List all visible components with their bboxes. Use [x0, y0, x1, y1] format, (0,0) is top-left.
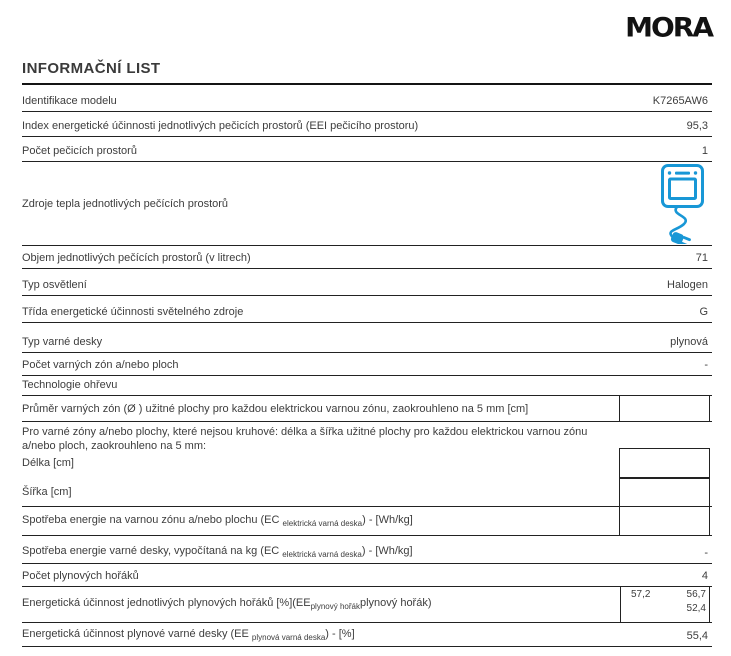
row-value: Halogen	[667, 279, 708, 291]
row-label: Objem jednotlivých pečících prostorů (v litrech)	[22, 252, 251, 264]
sheet-content	[22, 0, 712, 647]
row-ucinnost-plynovych-horaku	[22, 587, 712, 623]
row-value: plynová	[670, 336, 708, 348]
row-value: -	[704, 359, 708, 371]
row-label: Technologie ohřevu	[22, 379, 118, 391]
row-pocet-varnych-zon	[22, 353, 712, 376]
subscript-label: plynový hořák	[310, 601, 360, 611]
mora-logo: MORA	[625, 11, 712, 44]
row-label: Počet plynových hořáků	[22, 570, 139, 582]
row-index-eei	[22, 112, 712, 137]
burner-value-1: 57,2	[631, 589, 651, 600]
row-label: Šířka [cm]	[22, 486, 72, 498]
row-value: K7265AW6	[652, 95, 708, 107]
page-title: INFORMAČNÍ LIST	[22, 60, 161, 77]
row-label: Pro varné zóny a/nebo plochy, které nejsou kruhové: délka a šířka užitné plochy pro každou elektrickou varnou zónu a/nebo ploch, zaokrouhleno na 5 mm:	[22, 426, 588, 452]
subscript-label: elektrická varná deska	[282, 550, 362, 559]
row-objem	[22, 246, 712, 269]
row-value: 4	[701, 570, 708, 582]
row-label: Typ varné desky	[22, 336, 103, 348]
row-spotreba-varne-desky	[22, 536, 712, 564]
row-identifikace-modelu	[22, 85, 712, 112]
empty-value-cell	[619, 448, 710, 479]
row-ucinnost-plynove-desky	[22, 623, 712, 647]
electric-oven-plug-icon	[649, 164, 705, 247]
row-value: 71	[695, 252, 708, 264]
empty-value-cell	[619, 506, 710, 536]
row-sirka	[22, 478, 712, 506]
row-pro-varne-zony-note	[22, 422, 712, 452]
empty-value-cell	[619, 395, 710, 422]
burner-efficiency-cell	[620, 586, 710, 623]
row-typ-varne-desky	[22, 323, 712, 353]
row-pocet-pecicich-prostoru	[22, 137, 712, 162]
subscript-label: elektrická varná deska	[282, 519, 363, 528]
row-label: Identifikace modelu	[22, 95, 117, 107]
burner-value-3: 52,4	[686, 603, 706, 614]
subscript-label: plynová varná deska	[251, 633, 326, 642]
row-label: Počet pečicích prostorů	[22, 145, 137, 157]
row-value: -	[704, 547, 708, 559]
row-zdroje-tepla	[22, 162, 712, 246]
row-label: Typ osvětlení	[22, 279, 87, 291]
row-value: 95,3	[686, 120, 708, 132]
row-label: Index energetické účinnosti jednotlivých pečicích prostorů (EEI pečicího prostoru)	[22, 120, 419, 132]
row-pocet-plynovych-horaku	[22, 564, 712, 587]
row-label: Počet varných zón a/nebo ploch	[22, 359, 179, 371]
burner-value-2: 56,7	[686, 589, 706, 600]
row-label: Spotřeba energie na varnou zónu a/nebo plochu (EC $_{elektrická varná deska}$) - [Wh/kg]	[22, 514, 413, 528]
row-value: 55,4	[686, 630, 708, 642]
row-technologie-ohrevu	[22, 376, 712, 396]
row-label: Zdroje tepla jednotlivých pečících prostorů	[22, 197, 229, 210]
row-label: Energetická účinnost plynové varné desky (EE $_{plynová varná deska}$) - [%]	[22, 628, 355, 642]
row-value: G	[699, 306, 708, 318]
row-prumer-varnych-zon	[22, 396, 712, 422]
row-label: Třída energetické účinnosti světelného zdroje	[22, 306, 244, 318]
row-delka	[22, 448, 712, 478]
row-label: Energetická účinnost jednotlivých plynových hořáků $[\%](EE_{plynový hořák}plynový$ hořák)	[22, 596, 432, 611]
row-spotreba-na-zonu	[22, 506, 712, 536]
row-value: 1	[701, 145, 708, 157]
row-typ-osvetleni	[22, 269, 712, 296]
empty-value-cell	[619, 477, 710, 507]
row-label: Délka [cm]	[22, 457, 74, 469]
row-trida-svetelneho-zdroje	[22, 296, 712, 323]
row-label: Průměr varných zón (Ø ) užitné plochy pro každou elektrickou varnou zónu, zaokrouhleno na 5 mm [cm]	[22, 402, 529, 415]
row-label: Spotřeba energie varné desky, vypočítaná na kg (EC $_{elektrická varná deska}$) - [Wh/kg]	[22, 545, 413, 559]
